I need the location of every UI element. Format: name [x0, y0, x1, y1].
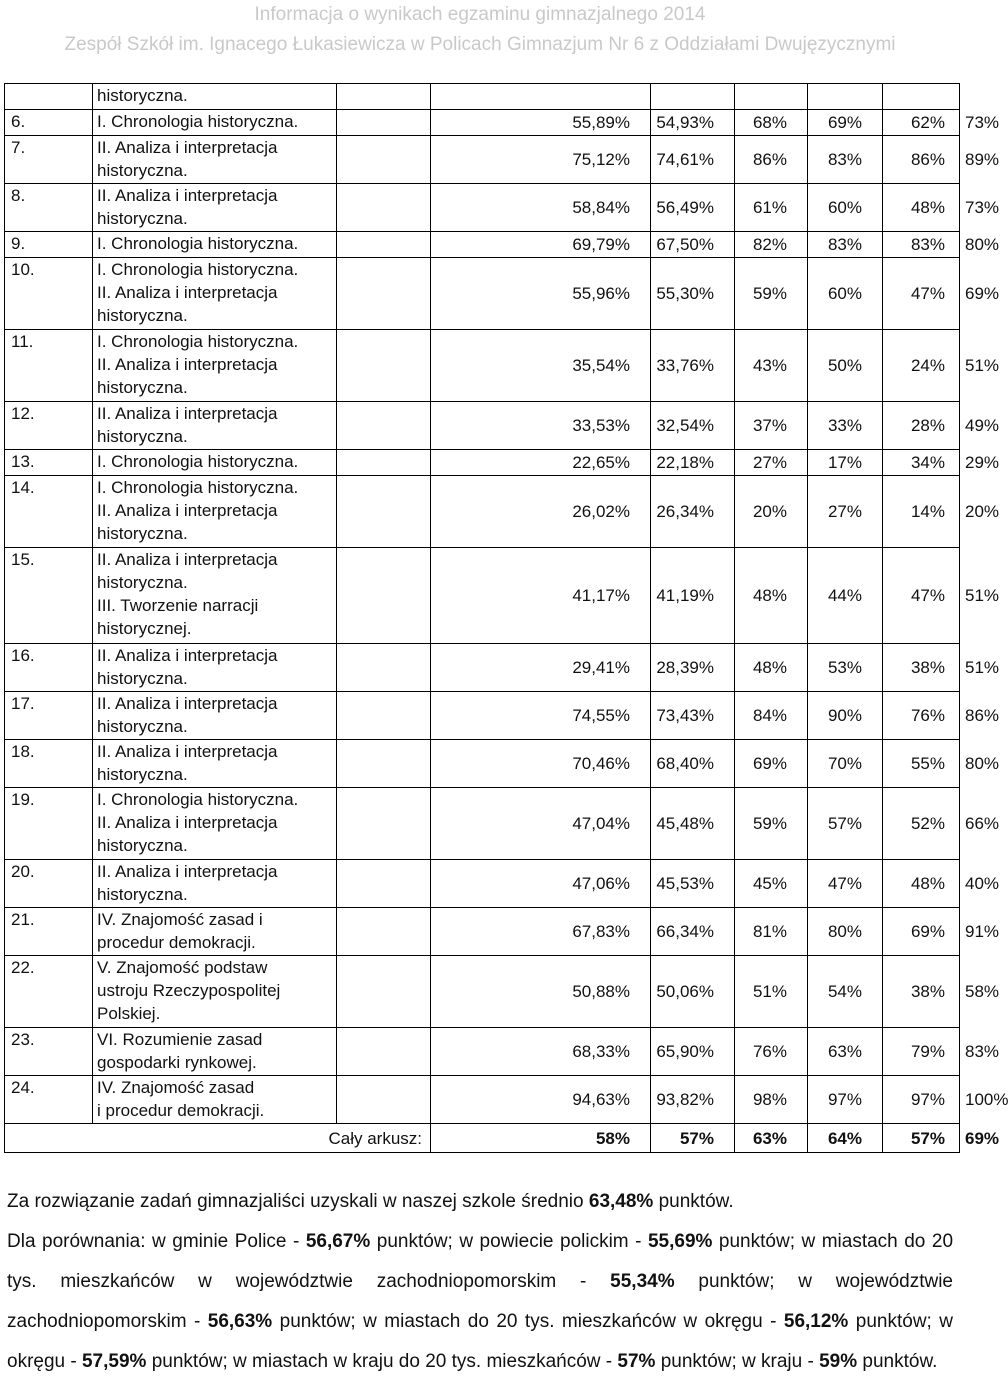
spacer-cell [337, 1076, 431, 1124]
row-number: 8. [5, 184, 93, 232]
table-row: 19. I. Chronologia historyczna. II. Analiza i interpretacja historyczna. 47,04% 45,48% 59% 57% 52% 66% [5, 788, 960, 860]
result-col-6: 53% [808, 644, 883, 692]
school-result: 70,46% [431, 740, 651, 788]
result-col-6: 50% [808, 330, 883, 402]
result-col-5: 37% [735, 402, 808, 450]
result-col-5: 86% [735, 136, 808, 184]
result-col-6: 80% [808, 908, 883, 956]
result-col-5: 69% [735, 740, 808, 788]
gmina-result: 66,34% [651, 908, 735, 956]
result-col-6: 60% [808, 184, 883, 232]
school-result: 68,33% [431, 1028, 651, 1076]
result-col-6: 33% [808, 402, 883, 450]
gmina-result: 67,50% [651, 232, 735, 258]
result-col-6: 83% [808, 136, 883, 184]
result-col-5: 45% [735, 860, 808, 908]
table-row: 15. II. Analiza i interpretacja historyczna. III. Tworzenie narracji historycznej. 41,17% 41,19% 48% 44% 47% 51% [5, 548, 960, 644]
row-number: 15. [5, 548, 93, 644]
school-result: 47,04% [431, 788, 651, 860]
spacer-cell [337, 450, 431, 476]
result-col-7: 38% [883, 644, 960, 692]
result-col-5: 61% [735, 184, 808, 232]
total-row: Cały arkusz: 58% 57% 63% 64% 57% 69% [5, 1124, 960, 1153]
result-col-5: 20% [735, 476, 808, 548]
area-cell: I. Chronologia historyczna. II. Analiza i interpretacja historyczna. [93, 330, 337, 402]
table-row: 8. II. Analiza i interpretacja historyczna. 58,84% 56,49% 61% 60% 48% 73% [5, 184, 960, 232]
row-number: 24. [5, 1076, 93, 1124]
area-cell: IV. Znajomość zasad i procedur demokracji. [93, 908, 337, 956]
row-number: 9. [5, 232, 93, 258]
school-result: 55,89% [431, 110, 651, 136]
result-col-6: 17% [808, 450, 883, 476]
school-result: 74,55% [431, 692, 651, 740]
result-col-7: 14% [883, 476, 960, 548]
header-title: Informacja o wynikach egzaminu gimnazjalnego 2014 [254, 4, 706, 25]
result-col-7: 79% [883, 1028, 960, 1076]
school-result: 47,06% [431, 860, 651, 908]
result-col-5: 84% [735, 692, 808, 740]
spacer-cell [337, 184, 431, 232]
result-col-7: 86% [883, 136, 960, 184]
gmina-result: 56,49% [651, 184, 735, 232]
spacer-cell [337, 402, 431, 450]
area-cell: IV. Znajomość zasad i procedur demokracji. [93, 1076, 337, 1124]
result-col-6: 44% [808, 548, 883, 644]
gmina-result: 93,82% [651, 1076, 735, 1124]
row-number [5, 84, 93, 110]
gmina-result: 55,30% [651, 258, 735, 330]
school-result: 67,83% [431, 908, 651, 956]
table-row: 24. IV. Znajomość zasad i procedur demokracji. 94,63% 93,82% 98% 97% 97% 100% [5, 1076, 960, 1124]
result-col-6: 63% [808, 1028, 883, 1076]
spacer-cell [337, 476, 431, 548]
result-col-7: 62% [883, 110, 960, 136]
row-number: 21. [5, 908, 93, 956]
school-result: 94,63% [431, 1076, 651, 1124]
table-row: 10. I. Chronologia historyczna. II. Analiza i interpretacja historyczna. 55,96% 55,30% 59% 60% 47% 69% [5, 258, 960, 330]
spacer-cell [337, 740, 431, 788]
area-cell: II. Analiza i interpretacja historyczna. [93, 184, 337, 232]
row-number: 19. [5, 788, 93, 860]
spacer-cell [337, 644, 431, 692]
area-cell: I. Chronologia historyczna. II. Analiza i interpretacja historyczna. [93, 476, 337, 548]
result-col-5: 27% [735, 450, 808, 476]
result-col-5: 76% [735, 1028, 808, 1076]
result-col-6: 83% [808, 232, 883, 258]
area-cell: I. Chronologia historyczna. II. Analiza i interpretacja historyczna. [93, 258, 337, 330]
row-number: 22. [5, 956, 93, 1028]
result-col-5: 59% [735, 788, 808, 860]
table-row: 22. V. Znajomość podstaw ustroju Rzeczypospolitej Polskiej. 50,88% 50,06% 51% 54% 38% 58% [5, 956, 960, 1028]
gmina-result: 68,40% [651, 740, 735, 788]
gmina-result: 45,48% [651, 788, 735, 860]
area-cell: VI. Rozumienie zasad gospodarki rynkowej. [93, 1028, 337, 1076]
spacer-cell [337, 956, 431, 1028]
result-col-5: 81% [735, 908, 808, 956]
total-value: 57% [651, 1124, 735, 1153]
school-result: 29,41% [431, 644, 651, 692]
school-result: 35,54% [431, 330, 651, 402]
total-value: 63% [735, 1124, 808, 1153]
table-row: 7. II. Analiza i interpretacja historyczna. 75,12% 74,61% 86% 83% 86% 89% [5, 136, 960, 184]
gmina-result: 32,54% [651, 402, 735, 450]
area-cell: I. Chronologia historyczna. II. Analiza i interpretacja historyczna. [93, 788, 337, 860]
spacer-cell [337, 548, 431, 644]
table-row: 23. VI. Rozumienie zasad gospodarki rynkowej. 68,33% 65,90% 76% 63% 79% 83% [5, 1028, 960, 1076]
school-result: 41,17% [431, 548, 651, 644]
table-row: 16. II. Analiza i interpretacja historyczna. 29,41% 28,39% 48% 53% 38% 51% [5, 644, 960, 692]
result-col-7: 48% [883, 184, 960, 232]
gmina-result: 54,93% [651, 110, 735, 136]
total-value: 64% [808, 1124, 883, 1153]
row-number: 20. [5, 860, 93, 908]
table-row: 13. I. Chronologia historyczna. 22,65% 22,18% 27% 17% 34% 29% [5, 450, 960, 476]
area-cell: II. Analiza i interpretacja historyczna. III. Tworzenie narracji historycznej. [93, 548, 337, 644]
table-row: 6. I. Chronologia historyczna. 55,89% 54,93% 68% 69% 62% 73% [5, 110, 960, 136]
total-value: 57% [883, 1124, 960, 1153]
gmina-result: 65,90% [651, 1028, 735, 1076]
row-number: 18. [5, 740, 93, 788]
school-result: 58,84% [431, 184, 651, 232]
result-col-5: 68% [735, 110, 808, 136]
result-col-7: 76% [883, 692, 960, 740]
result-col-5: 82% [735, 232, 808, 258]
spacer-cell [337, 258, 431, 330]
area-cell: II. Analiza i interpretacja historyczna. [93, 402, 337, 450]
result-col-5: 59% [735, 258, 808, 330]
spacer-cell [337, 788, 431, 860]
spacer-cell [337, 232, 431, 258]
result-col-6: 90% [808, 692, 883, 740]
result-col-7: 38% [883, 956, 960, 1028]
spacer-cell [337, 330, 431, 402]
page-header [0, 0, 960, 64]
result-col-6: 27% [808, 476, 883, 548]
table-row: 11. I. Chronologia historyczna. II. Analiza i interpretacja historyczna. 35,54% 33,76% 43% 50% 24% 51% [5, 330, 960, 402]
row-number: 7. [5, 136, 93, 184]
table-row: 12. II. Analiza i interpretacja historyczna. 33,53% 32,54% 37% 33% 28% 49% [5, 402, 960, 450]
result-col-6: 70% [808, 740, 883, 788]
area-cell: V. Znajomość podstaw ustroju Rzeczypospolitej Polskiej. [93, 956, 337, 1028]
result-col-7: 28% [883, 402, 960, 450]
gmina-result: 45,53% [651, 860, 735, 908]
table-row: 18. II. Analiza i interpretacja historyczna. 70,46% 68,40% 69% 70% 55% 80% [5, 740, 960, 788]
result-col-5: 48% [735, 548, 808, 644]
table-row: 20. II. Analiza i interpretacja historyczna. 47,06% 45,53% 45% 47% 48% 40% [5, 860, 960, 908]
row-number: 23. [5, 1028, 93, 1076]
area-cell: II. Analiza i interpretacja historyczna. [93, 136, 337, 184]
row-number: 12. [5, 402, 93, 450]
result-col-6: 47% [808, 860, 883, 908]
gmina-result: 41,19% [651, 548, 735, 644]
results-table [4, 83, 1008, 1153]
gmina-result: 50,06% [651, 956, 735, 1028]
result-col-7: 69% [883, 908, 960, 956]
table-row: 21. IV. Znajomość zasad i procedur demokracji. 67,83% 66,34% 81% 80% 69% 91% [5, 908, 960, 956]
area-cell: II. Analiza i interpretacja historyczna. [93, 860, 337, 908]
school-result: 55,96% [431, 258, 651, 330]
school-result: 33,53% [431, 402, 651, 450]
school-result: 69,79% [431, 232, 651, 258]
row-number: 11. [5, 330, 93, 402]
result-col-6: 97% [808, 1076, 883, 1124]
summary-comparison: Dla porównania: w gminie Police - 56,67% punktów; w powiecie polickim - 55,69% punktów; w miastach do 20 tys. mieszkańców w województwie zachodniopomorskim - 55,34% punktów; w województwie zachodniopomorskim - 56,63% punktów; w miastach do 20 tys. mieszkańców w okręgu - 56,12% punktów; w okręgu - 57,59% punktów; w miastach w kraju do 20 tys. mieszkańców - 57% punktów; w kraju - 59% punktów. [7, 1231, 954, 1372]
gmina-result: 22,18% [651, 450, 735, 476]
row-number: 17. [5, 692, 93, 740]
area-cell: I. Chronologia historyczna. [93, 232, 337, 258]
spacer-cell [337, 860, 431, 908]
gmina-result: 33,76% [651, 330, 735, 402]
gmina-result: 73,43% [651, 692, 735, 740]
result-col-6: 57% [808, 788, 883, 860]
result-col-7: 52% [883, 788, 960, 860]
result-col-6: 54% [808, 956, 883, 1028]
result-col-7: 47% [883, 258, 960, 330]
spacer-cell [337, 136, 431, 184]
table-row: 17. II. Analiza i interpretacja historyczna. 74,55% 73,43% 84% 90% 76% 86% [5, 692, 960, 740]
result-col-7: 24% [883, 330, 960, 402]
total-label: Cały arkusz: [5, 1124, 431, 1153]
result-col-7: 55% [883, 740, 960, 788]
result-col-6: 69% [808, 110, 883, 136]
row-number: 13. [5, 450, 93, 476]
result-col-5: 98% [735, 1076, 808, 1124]
area-cell: historyczna. [93, 84, 337, 110]
area-cell: II. Analiza i interpretacja historyczna. [93, 692, 337, 740]
result-col-7: 83% [883, 232, 960, 258]
result-col-5: 43% [735, 330, 808, 402]
spacer-cell [337, 692, 431, 740]
spacer-cell [337, 110, 431, 136]
school-result: 50,88% [431, 956, 651, 1028]
result-col-7: 47% [883, 548, 960, 644]
row-number: 14. [5, 476, 93, 548]
area-cell: I. Chronologia historyczna. [93, 110, 337, 136]
gmina-result: 26,34% [651, 476, 735, 548]
summary-school: Za rozwiązanie zadań gimnazjaliści uzyskali w naszej szkole średnio 63,48% punktów. [7, 1191, 734, 1212]
row-number: 10. [5, 258, 93, 330]
result-col-7: 34% [883, 450, 960, 476]
table-row [5, 84, 960, 110]
result-col-7: 48% [883, 860, 960, 908]
summary-text [7, 1182, 953, 1382]
school-result: 75,12% [431, 136, 651, 184]
spacer-cell [337, 1028, 431, 1076]
result-col-5: 48% [735, 644, 808, 692]
result-col-6: 60% [808, 258, 883, 330]
total-value: 58% [431, 1124, 651, 1153]
table-row: 14. I. Chronologia historyczna. II. Analiza i interpretacja historyczna. 26,02% 26,34% 20% 27% 14% 20% [5, 476, 960, 548]
header-school: Zespół Szkół im. Ignacego Łukasiewicza w Policach Gimnazjum Nr 6 z Oddziałami Dwujęzycznymi [64, 34, 896, 55]
gmina-result: 28,39% [651, 644, 735, 692]
row-number: 6. [5, 110, 93, 136]
school-result: 22,65% [431, 450, 651, 476]
area-cell: I. Chronologia historyczna. [93, 450, 337, 476]
spacer-cell [337, 908, 431, 956]
school-result: 26,02% [431, 476, 651, 548]
area-cell: II. Analiza i interpretacja historyczna. [93, 644, 337, 692]
area-cell: II. Analiza i interpretacja historyczna. [93, 740, 337, 788]
result-col-5: 51% [735, 956, 808, 1028]
result-col-7: 97% [883, 1076, 960, 1124]
table-row: 9. I. Chronologia historyczna. 69,79% 67,50% 82% 83% 83% 80% [5, 232, 960, 258]
gmina-result: 74,61% [651, 136, 735, 184]
row-number: 16. [5, 644, 93, 692]
